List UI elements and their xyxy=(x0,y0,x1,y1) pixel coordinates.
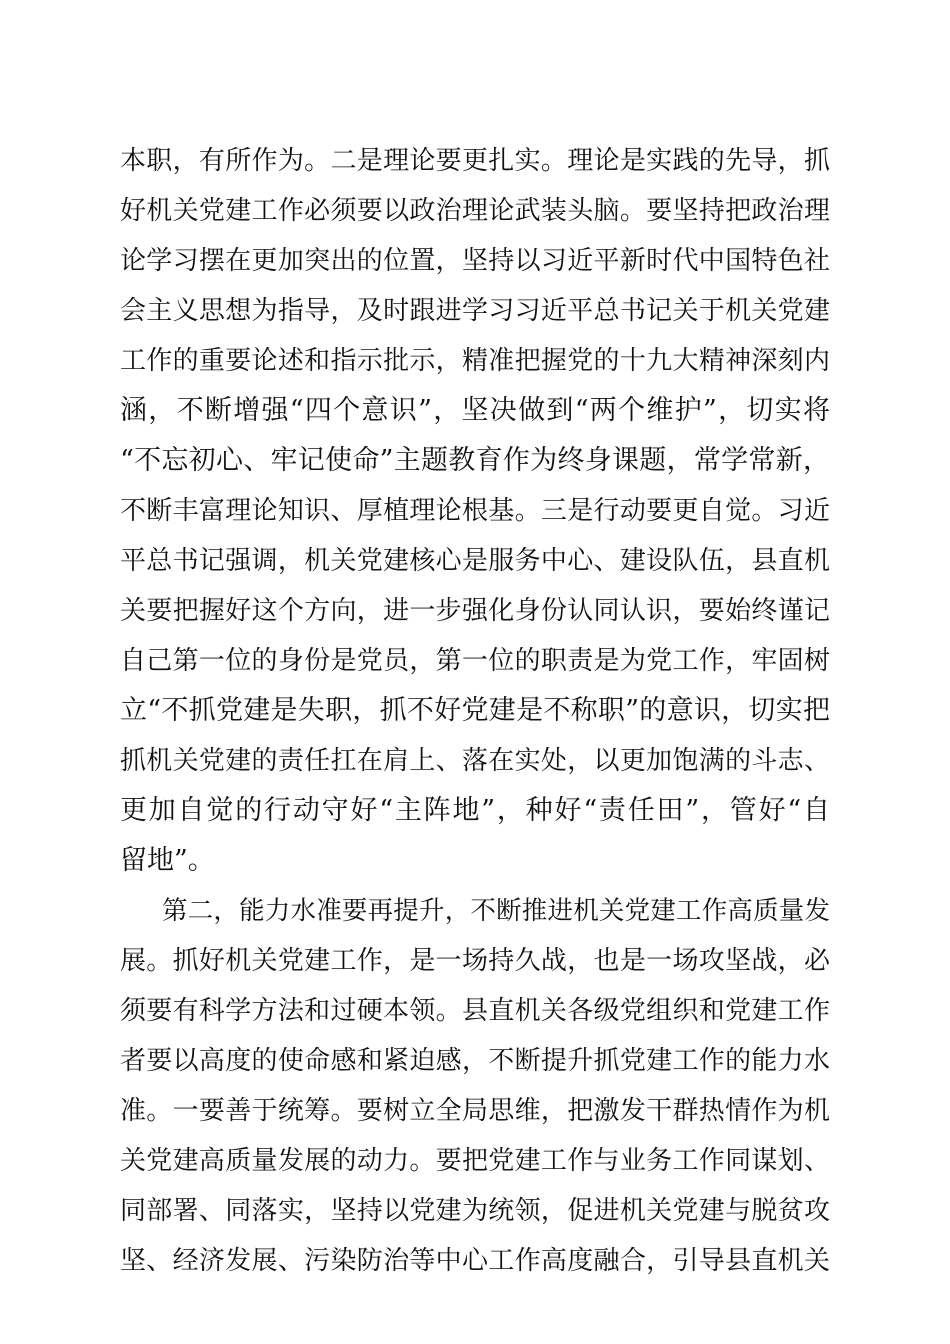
text-line: 不断丰富理论知识、厚植理论根基。三是行动要更自觉。习近 xyxy=(120,496,830,526)
text-line: 涵，不断增强“四个意识”，坚决做到“两个维护”，切实将 xyxy=(120,395,830,426)
text-line: 关要把握好这个方向，进一步强化身份认同认识，要始终谨记 xyxy=(120,596,830,626)
text-line: 留地”。 xyxy=(120,845,215,876)
paragraph-heading-line: 第二，能力水准要再提升，不断推进机关党建工作高质量发 xyxy=(162,896,830,926)
text-line: 坚、经济发展、污染防治等中心工作高度融合，引导县直机关 xyxy=(120,1246,830,1276)
text-line: 准。一要善于统筹。要树立全局思维，把激发干群热情作为机 xyxy=(120,1096,830,1126)
text-line: 关党建高质量发展的动力。要把党建工作与业务工作同谋划、 xyxy=(120,1146,830,1176)
text-line: 工作的重要论述和指示批示，精准把握党的十九大精神深刻内 xyxy=(120,346,830,376)
text-line: 会主义思想为指导，及时跟进学习习近平总书记关于机关党建 xyxy=(120,296,830,326)
text-line: 展。抓好机关党建工作，是一场持久战，也是一场攻坚战，必 xyxy=(120,946,830,976)
text-line: 本职，有所作为。二是理论要更扎实。理论是实践的先导，抓 xyxy=(120,146,830,176)
text-line: 抓机关党建的责任扛在肩上、落在实处，以更加饱满的斗志、 xyxy=(120,746,830,776)
text-line: 自己第一位的身份是党员，第一位的职责是为党工作，牢固树 xyxy=(120,646,830,676)
text-line: 同部署、同落实，坚持以党建为统领，促进机关党建与脱贫攻 xyxy=(120,1196,830,1226)
text-line: 更加自觉的行动守好“主阵地”，种好“责任田”，管好“自 xyxy=(120,795,830,826)
text-line: 立“不抓党建是失职，抓不好党建是不称职”的意识，切实把 xyxy=(120,695,830,726)
text-line: 平总书记强调，机关党建核心是服务中心、建设队伍，县直机 xyxy=(120,546,830,576)
text-line: 论学习摆在更加突出的位置，坚持以习近平新时代中国特色社 xyxy=(120,246,830,276)
text-line: “不忘初心、牢记使命”主题教育作为终身课题，常学常新， xyxy=(120,445,830,476)
text-line: 好机关党建工作必须要以政治理论武装头脑。要坚持把政治理 xyxy=(120,196,830,226)
text-line: 须要有科学方法和过硬本领。县直机关各级党组织和党建工作 xyxy=(120,996,830,1026)
text-line: 者要以高度的使命感和紧迫感，不断提升抓党建工作的能力水 xyxy=(120,1046,830,1076)
